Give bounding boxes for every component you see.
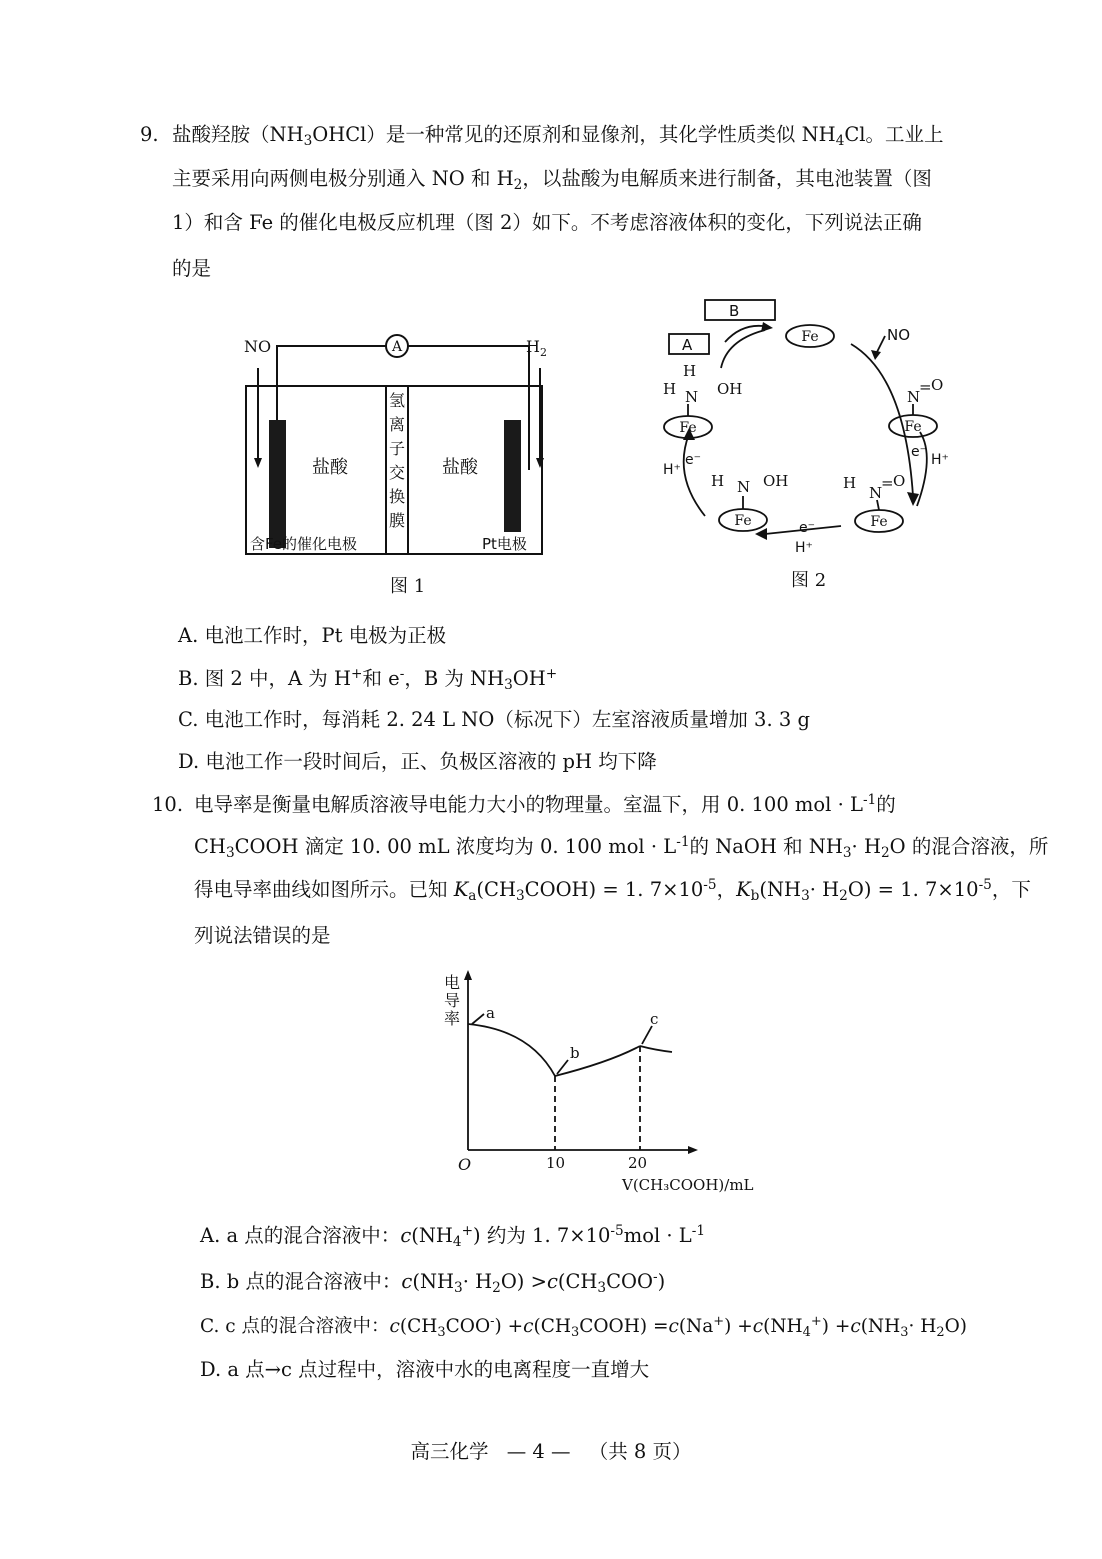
ammeter-label: A [391,339,403,355]
figure-2-mechanism [655,296,985,596]
point-a-label: a [486,1004,495,1022]
svg-text:交: 交 [388,463,406,482]
right-solution-label: 盐酸 [442,457,478,478]
right-electrode-label: Pt电极 [482,535,527,553]
origin-label: O [458,1155,472,1174]
svg-text:N: N [869,484,883,502]
q10-option-d: D. a 点→c 点过程中，溶液中水的电离程度一直增大 [200,1358,650,1381]
left-electrode-label: 含Fe的催化电极 [250,535,358,553]
q9-option-d: D. 电池工作一段时间后，正、负极区溶液的 pH 均下降 [178,750,657,773]
q10-line-2: $CH_3COOH$ 滴定 10. 00 mL 浓度均为 0. 100 mol · $L^{-1}$的 NaOH 和 $NH_3\cdot H_2O$ 的混合溶液，所 [194,834,1049,861]
svg-text:氢: 氢 [388,391,406,410]
q9-line-2: 主要采用向两侧电极分别通入 NO 和 $H_2$，以盐酸为电解质来进行制备，其电池装置（图 [172,167,932,193]
q10-option-a: A. a 点的混合溶液中：$c(NH_4^+)$ 约为 1. $7\times 10^{-5}mol \cdot L^{-1}$ [200,1223,706,1250]
point-a-leader [472,1014,484,1024]
no-input-label: NO [887,326,911,344]
box-b-label: B [729,302,740,320]
svg-text:换: 换 [388,487,406,506]
svg-text:O: O [893,472,906,490]
membrane-label [389,391,405,530]
svg-text:H: H [711,472,725,490]
q9-option-c: C. 电池工作时，每消耗 2. 24 L NO（标况下）左室溶液质量增加 3. 3 g [178,708,810,731]
footer-subject: 高三化学 [410,1440,489,1463]
arrow-to-b-icon [761,322,773,332]
arrow-no-in-icon [871,350,881,360]
svg-text:Fe: Fe [801,329,819,345]
svg-text:OH: OH [717,380,743,398]
no-inlet-arrow-icon [254,458,262,468]
svg-text:导: 导 [444,991,461,1010]
svg-text:e⁻: e⁻ [799,520,816,536]
conductivity-curve-after-c [640,1046,672,1052]
q9-line-4: 的是 [172,257,212,280]
no-gas-label: NO [244,337,272,356]
svg-text:N: N [907,388,921,406]
point-c-leader [642,1026,652,1044]
x-tick-10: 10 [546,1154,566,1172]
q9-line-3: 1）和含 Fe 的催化电极反应机理（图 2）如下。不考虑溶液体积的变化，下列说法正确 [172,211,922,234]
footer-page-number: — 4 — [506,1440,571,1463]
y-axis-label [444,973,460,1028]
svg-text:e⁻: e⁻ [911,444,928,460]
q10-line-1: 电导率是衡量电解质溶液导电能力大小的物理量。室温下，用 0. 100 mol · $L^{-1}$的 [194,792,896,816]
svg-text:O: O [931,376,944,394]
page-footer [0,1436,1102,1464]
h2-gas-label: $H_2$ [526,337,547,359]
conductivity-curve-ab [468,1024,555,1076]
svg-text:=: = [919,378,932,396]
svg-text:=: = [881,474,894,492]
x-tick-20: 20 [628,1154,648,1172]
svg-text:Fe: Fe [904,419,922,435]
svg-text:OH: OH [763,472,789,490]
svg-text:H⁺: H⁺ [795,540,813,556]
svg-text:N: N [685,388,699,406]
conductivity-chart [440,966,780,1198]
fe-catalytic-electrode [269,420,286,548]
svg-text:离: 离 [388,415,406,434]
x-axis-label: V(CH₃COOH)/mL [622,1176,754,1194]
box-a-label: A [682,336,693,354]
svg-text:H⁺: H⁺ [931,452,949,468]
svg-text:e⁻: e⁻ [685,452,702,468]
q10-number: 10. [152,793,184,816]
q9-option-b: B. 图 2 中，A 为 H+和 e-，B 为 $NH_3OH^+$ [178,666,558,693]
q9-line-1: 盐酸羟胺$(NH_3OHCl)$是一种常见的还原剂和显像剂，其化学性质类似 $NH_4Cl$。工业上 [172,123,944,149]
svg-text:H: H [683,362,697,380]
svg-text:Fe: Fe [870,514,888,530]
svg-text:膜: 膜 [388,511,406,530]
figure-1-battery-device [240,330,560,600]
q9-number: 9. [140,123,159,146]
q9-option-a: A. 电池工作时，Pt 电极为正极 [178,624,447,647]
q10-option-b: B. b 点的混合溶液中：$c(NH_3\cdot H_2O) >c(CH_3COO^-)$ [200,1269,666,1296]
svg-text:率: 率 [444,1009,461,1028]
point-c-label: c [650,1010,659,1028]
svg-text:H⁺: H⁺ [663,462,681,478]
q10-option-c: C. c 点的混合溶液中：$c(CH_3COO^-)$ $+c(CH_3COOH) =c(Na^+) +c(NH_4^+) +c(NH_3\cdot H_2O)$ [200,1314,968,1340]
left-solution-label: 盐酸 [312,457,348,478]
y-axis-arrow-icon [464,970,472,980]
pt-electrode [504,420,521,532]
x-axis-arrow-icon [688,1146,698,1154]
svg-text:电: 电 [444,973,461,992]
point-b-leader [557,1060,568,1074]
svg-text:H: H [663,380,677,398]
q10-line-4: 列说法错误的是 [194,924,331,947]
figure-1-caption: 图 1 [390,576,426,597]
svg-text:Fe: Fe [734,513,752,529]
svg-text:N: N [737,478,751,496]
point-b-label: b [570,1044,580,1062]
footer-total-pages: （共 8 页） [588,1440,692,1463]
q10-line-3: 得电导率曲线如图所示。已知 $K_a(CH_3COOH) = 1$. $7\times 10^{-5}$，$K_b(NH_3\cdot H_2O) = 1$. $7\times 10^{-5}$，下 [194,877,1031,904]
svg-text:Fe: Fe [679,420,697,436]
svg-text:子: 子 [388,439,406,458]
box-b [705,300,775,320]
svg-text:H: H [843,474,857,492]
figure-2-caption: 图 2 [791,570,827,591]
